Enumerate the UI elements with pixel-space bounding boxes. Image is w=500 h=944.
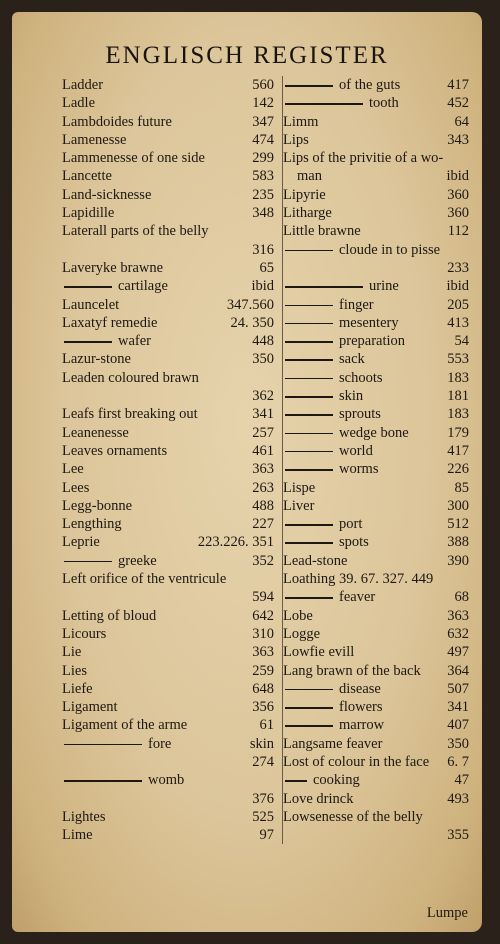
index-entry: [283, 332, 471, 350]
entry-page-number: 65: [259, 259, 274, 276]
entry-term: Ladle: [62, 95, 96, 112]
entry-term: Laxatyf remedie: [62, 314, 158, 331]
index-entry: [283, 149, 471, 167]
entry-term: Lazur-stone: [62, 351, 131, 368]
entry-page-number: 376: [252, 790, 274, 807]
index-entry: [62, 350, 276, 368]
index-entry: [283, 570, 471, 588]
index-entry: [283, 405, 471, 423]
entry-page-number: 512: [447, 516, 469, 533]
entry-term: Lies: [62, 662, 87, 679]
index-entry: [62, 497, 276, 515]
index-entry: [62, 588, 276, 606]
index-entry: [283, 277, 471, 295]
register-page: [12, 12, 482, 932]
index-entry: [283, 442, 471, 460]
entry-term: Lips of the privitie of a wo-: [283, 150, 444, 167]
index-entry: [283, 167, 471, 185]
entry-term: world: [339, 442, 373, 459]
entry-page-number: 68: [454, 589, 469, 606]
entry-page-number: 227: [252, 516, 274, 533]
index-entry: [62, 186, 276, 204]
entry-page-number: 341: [447, 699, 469, 716]
entry-page-number: 642: [252, 607, 274, 624]
entry-page-number: 64: [454, 113, 469, 130]
entry-page-number: ibid: [446, 278, 469, 295]
index-entry: [283, 369, 471, 387]
index-entry: [283, 296, 471, 314]
index-entry: [283, 588, 471, 606]
entry-page-number: 355: [447, 827, 469, 844]
entry-page-number: 316: [252, 241, 274, 258]
entry-page-number: 24. 350: [230, 314, 274, 331]
ditto-dash: [285, 451, 333, 453]
entry-term: schoots: [339, 369, 383, 386]
entry-page-number: 97: [259, 827, 274, 844]
entry-page-number: skin: [249, 735, 274, 752]
index-entry: [62, 790, 276, 808]
entry-page-number: 85: [454, 479, 469, 496]
entry-term: fore: [148, 735, 172, 752]
ditto-dash: [285, 725, 333, 727]
entry-page-number: 54: [454, 333, 469, 350]
entry-term: Limm: [283, 113, 319, 130]
entry-term: flowers: [339, 699, 383, 716]
index-entry: [62, 167, 276, 185]
entry-term: Lees: [62, 479, 90, 496]
index-entry: [283, 350, 471, 368]
entry-page-number: 461: [252, 442, 274, 459]
entry-page-number: 407: [447, 717, 469, 734]
index-entry: [62, 607, 276, 625]
ditto-dash: [285, 780, 307, 782]
entry-term: wedge bone: [339, 424, 409, 441]
ditto-dash: [64, 561, 112, 563]
index-entry: [62, 149, 276, 167]
entry-term: Launcelet: [62, 296, 120, 313]
index-entry: [62, 387, 276, 405]
index-entry: [283, 716, 471, 734]
entry-page-number: 179: [447, 424, 469, 441]
entry-term: worms: [339, 461, 379, 478]
index-entry: [283, 424, 471, 442]
index-entry: [283, 94, 471, 112]
ditto-dash: [64, 341, 112, 343]
index-entry: [62, 369, 276, 387]
index-entry: [62, 570, 276, 588]
index-entry: [283, 771, 471, 789]
entry-term: tooth: [369, 95, 399, 112]
entry-term: Little brawne: [283, 223, 361, 240]
entry-page-number: 181: [447, 388, 469, 405]
ditto-dash: [285, 250, 333, 252]
index-entry: [283, 753, 471, 771]
entry-term: sack: [339, 351, 365, 368]
entry-term: Lancette: [62, 168, 112, 185]
entry-page-number: 183: [447, 369, 469, 386]
entry-page-number: 363: [447, 607, 469, 624]
entry-term: Logge: [283, 625, 321, 642]
index-entry: [62, 735, 276, 753]
entry-page-number: 448: [252, 333, 274, 350]
entry-term: Licours: [62, 625, 107, 642]
ditto-dash: [285, 524, 333, 526]
entry-term: Letting of bloud: [62, 607, 157, 624]
entry-page-number: 348: [252, 205, 274, 222]
index-entry: [283, 533, 471, 551]
entry-page-number: 112: [447, 223, 469, 240]
entry-term: feaver: [339, 589, 376, 606]
entry-page-number: 47: [454, 772, 469, 789]
entry-page-number: 300: [447, 497, 469, 514]
entry-page-number: 632: [447, 625, 469, 642]
index-entry: [283, 625, 471, 643]
index-entry: [62, 826, 276, 844]
entry-term: disease: [339, 680, 381, 697]
entry-term: Langsame feaver: [283, 735, 383, 752]
index-entry: [62, 131, 276, 149]
entry-page-number: 263: [252, 479, 274, 496]
entry-term: mesentery: [339, 314, 399, 331]
entry-page-number: 362: [252, 388, 274, 405]
entry-term: Ladder: [62, 77, 104, 93]
entry-term: Lead-stone: [283, 552, 348, 569]
entry-term: Ligament of the arme: [62, 717, 188, 734]
entry-term: Lips: [283, 131, 309, 148]
entry-page-number: 183: [447, 406, 469, 423]
index-entry: [62, 808, 276, 826]
entry-term: Lamenesse: [62, 131, 127, 148]
index-entry: [62, 113, 276, 131]
entry-term: Lost of colour in the face: [283, 753, 430, 770]
entry-page-number: 452: [447, 95, 469, 112]
entry-term: cooking: [313, 772, 360, 789]
entry-page-number: 560: [252, 77, 274, 93]
entry-term: of the guts: [339, 77, 401, 93]
index-entry: [283, 643, 471, 661]
index-entry: [62, 753, 276, 771]
index-entry: [283, 241, 471, 259]
entry-term: marrow: [339, 717, 385, 734]
entry-page-number: 583: [252, 168, 274, 185]
catchword: Lumpe: [426, 905, 468, 921]
index-entry: [62, 515, 276, 533]
index-entry: [62, 332, 276, 350]
entry-page-number: 364: [447, 662, 469, 679]
index-entry: [62, 533, 276, 551]
entry-page-number: 257: [252, 424, 274, 441]
entry-page-number: 6. 7: [447, 753, 469, 770]
ditto-dash: [64, 744, 142, 746]
entry-page-number: 352: [252, 552, 274, 569]
entry-term: Lime: [62, 827, 93, 844]
entry-term: cartilage: [118, 278, 168, 295]
entry-term: Leaves ornaments: [62, 442, 168, 459]
entry-term: spots: [339, 534, 369, 551]
index-entry: [62, 94, 276, 112]
index-entry: [283, 76, 471, 94]
index-entry: [283, 662, 471, 680]
entry-page-number: 417: [447, 442, 469, 459]
entry-term: Liefe: [62, 680, 93, 697]
entry-page-number: 310: [252, 625, 274, 642]
index-entry: [62, 625, 276, 643]
entry-page-number: 507: [447, 680, 469, 697]
index-entry: [62, 442, 276, 460]
ditto-dash: [285, 305, 333, 307]
ditto-dash: [285, 286, 363, 288]
ditto-dash: [285, 469, 333, 471]
entry-term: Left orifice of the ventricule: [62, 571, 227, 588]
entry-page-number: 343: [447, 131, 469, 148]
entry-page-number: 274: [252, 753, 274, 770]
entry-term: Lammenesse of one side: [62, 150, 205, 167]
left-column: [62, 76, 276, 844]
index-entry: [62, 662, 276, 680]
entry-page-number: 525: [252, 808, 274, 825]
index-entry: [283, 607, 471, 625]
index-entry: [283, 479, 471, 497]
index-entry: [62, 314, 276, 332]
ditto-dash: [285, 396, 333, 398]
index-entry: [283, 497, 471, 515]
entry-page-number: 205: [447, 296, 469, 313]
index-entry: [283, 680, 471, 698]
entry-term: Lapidille: [62, 205, 115, 222]
index-entry: [62, 76, 276, 94]
entry-term: Love drinck: [283, 790, 354, 807]
entry-term: finger: [339, 296, 374, 313]
entry-term: Lengthing: [62, 516, 122, 533]
index-entry: [62, 222, 276, 240]
entry-page-number: 497: [447, 644, 469, 661]
entry-term: Lispe: [283, 479, 316, 496]
ditto-dash: [64, 780, 142, 782]
ditto-dash: [285, 597, 333, 599]
entry-term: Ligament: [62, 699, 118, 716]
entry-term: Lie: [62, 644, 82, 661]
entry-page-number: 347: [252, 113, 274, 130]
entry-term: urine: [369, 278, 399, 295]
index-entry: [62, 680, 276, 698]
entry-page-number: 648: [252, 680, 274, 697]
entry-term: preparation: [339, 333, 406, 350]
entry-term: cloude in to pisse: [339, 241, 441, 258]
ditto-dash: [285, 433, 333, 435]
entry-page-number: ibid: [446, 168, 469, 185]
index-entry: [62, 698, 276, 716]
entry-page-number: 223.226. 351: [197, 534, 274, 551]
index-entry: [62, 716, 276, 734]
entry-page-number: 474: [252, 131, 274, 148]
index-entry: [62, 460, 276, 478]
index-entry: [283, 698, 471, 716]
index-entry: [283, 826, 471, 844]
entry-page-number: 226: [447, 461, 469, 478]
entry-term: man: [297, 168, 322, 185]
entry-term: Land-sicknesse: [62, 186, 152, 203]
entry-term: Lambdoides future: [62, 113, 172, 130]
entry-page-number: 350: [447, 735, 469, 752]
entry-page-number: ibid: [251, 278, 274, 295]
entry-term: Leaden coloured brawn: [62, 369, 199, 386]
entry-term: port: [339, 516, 363, 533]
index-entry: [62, 424, 276, 442]
entry-term: Liver: [283, 497, 315, 514]
index-entry: [62, 405, 276, 423]
index-entry: [283, 259, 471, 277]
index-entry: [283, 186, 471, 204]
index-entry: [62, 259, 276, 277]
entry-term: Lowfie evill: [283, 644, 355, 661]
right-column: [282, 76, 471, 844]
entry-term: wafer: [118, 333, 152, 350]
entry-term: Lowsenesse of the belly: [283, 808, 423, 825]
entry-page-number: 235: [252, 186, 274, 203]
index-entry: [62, 643, 276, 661]
ditto-dash: [285, 378, 333, 380]
index-entry: [283, 113, 471, 131]
index-entry: [62, 771, 276, 789]
entry-term: womb: [148, 772, 185, 789]
ditto-dash: [285, 707, 333, 709]
entry-page-number: 299: [252, 150, 274, 167]
entry-page-number: 347.560: [226, 296, 274, 313]
entry-term: Lang brawn of the back: [283, 662, 421, 679]
index-entry: [283, 515, 471, 533]
entry-page-number: 417: [447, 77, 469, 93]
ditto-dash: [285, 341, 333, 343]
entry-page-number: 233: [447, 259, 469, 276]
entry-term: Lobe: [283, 607, 313, 624]
index-entry: [283, 790, 471, 808]
entry-term: skin: [339, 388, 364, 405]
index-entry: [283, 808, 471, 826]
entry-page-number: 493: [447, 790, 469, 807]
index-entry: [62, 479, 276, 497]
entry-term: Legg-bonne: [62, 497, 133, 514]
index-entry: [62, 552, 276, 570]
entry-term: Laterall parts of the belly: [62, 223, 209, 240]
entry-term: Laveryke brawne: [62, 259, 164, 276]
entry-term: Litharge: [283, 205, 332, 222]
ditto-dash: [285, 414, 333, 416]
index-entry: [283, 314, 471, 332]
entry-page-number: 413: [447, 314, 469, 331]
ditto-dash: [285, 359, 333, 361]
index-entry: [62, 277, 276, 295]
ditto-dash: [285, 323, 333, 325]
entry-term: greeke: [118, 552, 157, 569]
index-entry: [283, 204, 471, 222]
entry-page-number: 390: [447, 552, 469, 569]
entry-term: Leafs first breaking out: [62, 406, 198, 423]
entry-page-number: 341: [252, 406, 274, 423]
entry-page-number: 356: [252, 699, 274, 716]
ditto-dash: [285, 103, 363, 105]
index-entry: [283, 460, 471, 478]
index-entry: [283, 735, 471, 753]
index-entry: [283, 387, 471, 405]
entry-term: Lipyrie: [283, 186, 326, 203]
entry-page-number: 594: [252, 589, 274, 606]
index-entry: [283, 131, 471, 149]
ditto-dash: [285, 542, 333, 544]
entry-page-number: 142: [252, 95, 274, 112]
entry-term: Loathing 39. 67. 327. 449: [283, 571, 434, 588]
entry-term: sprouts: [339, 406, 381, 423]
index-entry: [62, 241, 276, 259]
index-entry: [62, 296, 276, 314]
entry-page-number: 488: [252, 497, 274, 514]
entry-page-number: 388: [447, 534, 469, 551]
entry-page-number: 350: [252, 351, 274, 368]
entry-page-number: 61: [259, 717, 274, 734]
entry-term: Leanenesse: [62, 424, 129, 441]
entry-page-number: 259: [252, 662, 274, 679]
entry-page-number: 360: [447, 186, 469, 203]
entry-page-number: 553: [447, 351, 469, 368]
entry-page-number: 363: [252, 644, 274, 661]
ditto-dash: [64, 286, 112, 288]
page-header: ENGLISCH REGISTER: [105, 42, 389, 69]
ditto-dash: [285, 689, 333, 691]
entry-page-number: 363: [252, 461, 274, 478]
entry-term: Leprie: [62, 534, 100, 551]
index-entry: [62, 204, 276, 222]
entry-term: Lightes: [62, 808, 106, 825]
index-entry: [283, 222, 471, 240]
entry-term: Lee: [62, 461, 84, 478]
index-entry: [283, 552, 471, 570]
ditto-dash: [285, 85, 333, 87]
entry-page-number: 360: [447, 205, 469, 222]
